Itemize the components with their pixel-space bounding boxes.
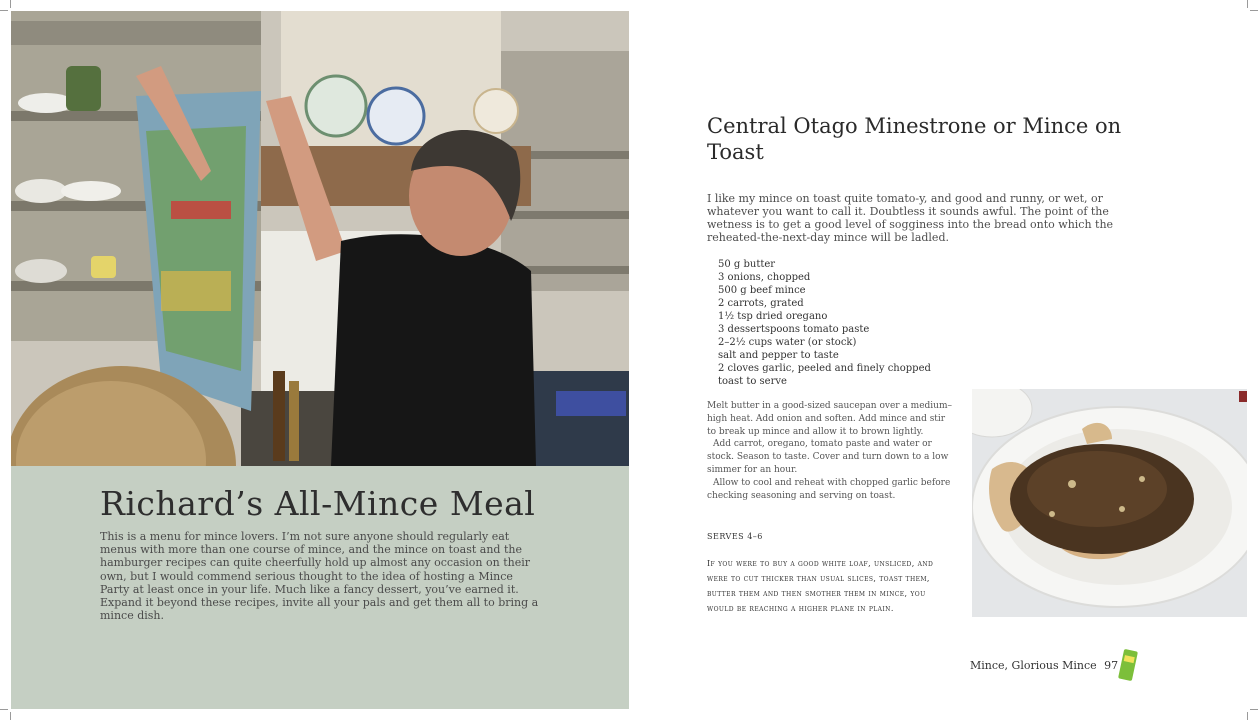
book-title: Mince, Glorious Mince	[970, 659, 1097, 672]
ingredient-item: 2 carrots, grated	[718, 298, 804, 309]
crop-mark	[0, 10, 8, 11]
ingredient-item: 1½ tsp dried oregano	[718, 311, 828, 322]
ingredient-item: toast to serve	[718, 376, 787, 387]
page-footer	[970, 659, 1118, 672]
method-paragraph: Melt butter in a good-sized saucepan over a medium–high heat. Add onion and soften. Add mince and stir to break up mince and allow it to brown lightly.	[707, 401, 953, 437]
kitchen-photo	[11, 11, 629, 466]
menu-intro: This is a menu for mince lovers. I’m not sure anyone should regularly eat menus with more than one course of mince, and the mince on toast and the hamburger recipes can quite cheerfully hold up almost any occasion on their own, but I would commend serious thought to the idea of hosting a Mince Party at least once in your life. Much like a fancy dessert, you’ve earned it. Expand it beyond these recipes, invite all your pals and get them all to bring a mince dish.	[100, 530, 539, 623]
ingredient-list	[718, 258, 931, 388]
tip-text: If you were to buy a good white loaf, unsliced, and were to cut thicker than usual slices, toast them, butter them and then smother them in mince, you would be reaching a higher plane in plain.	[707, 559, 934, 613]
page-tab-marker	[1239, 391, 1247, 402]
crop-mark	[10, 0, 11, 8]
crop-mark	[1250, 709, 1258, 710]
ingredient-item: 3 onions, chopped	[718, 272, 811, 283]
recipe-title: Central Otago Minestrone or Mince on Toast	[707, 114, 1122, 164]
crop-mark	[1247, 712, 1248, 720]
ingredient-item: 50 g butter	[718, 259, 776, 270]
mince-on-toast-photo	[972, 389, 1247, 617]
ingredient-item: 3 dessertspoons tomato paste	[718, 324, 870, 335]
ingredient-item: salt and pepper to taste	[718, 350, 839, 361]
crop-mark	[10, 712, 11, 720]
ingredient-item: 2 cloves garlic, peeled and finely chopped	[718, 363, 931, 374]
method-text	[707, 400, 952, 502]
crop-mark	[1250, 10, 1258, 11]
ingredient-item: 2–2½ cups water (or stock)	[718, 337, 857, 348]
ingredient-item: 500 g beef mince	[718, 285, 806, 296]
serves-label: SERVES 4–6	[707, 532, 763, 541]
crop-mark	[0, 709, 8, 710]
method-paragraph: Add carrot, oregano, tomato paste and water or stock. Season to taste. Cover and turn down to a low simmer for an hour.	[707, 439, 949, 475]
menu-title: Richard’s All-Mince Meal	[100, 484, 536, 523]
dish-illustration	[972, 389, 1247, 617]
mince-tin-icon	[1118, 646, 1138, 684]
recipe-lede: I like my mince on toast quite tomato-y, and good and runny, or wet, or whatever you want to call it. Doubtless it sounds awful. The point of the wetness is to get a good level of sogginess into the bread onto which the reheated-the-next-day mince will be ladled.	[707, 192, 1114, 244]
page-number: 97	[1104, 659, 1119, 672]
method-paragraph: Allow to cool and reheat with chopped garlic before checking seasoning and serving on toast.	[707, 477, 951, 501]
crop-mark	[1247, 0, 1248, 8]
kitchen-photo-illustration	[11, 11, 629, 466]
